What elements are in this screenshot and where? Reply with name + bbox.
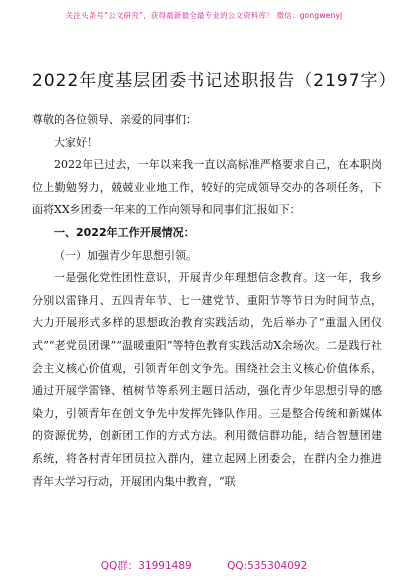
intro-paragraph: 2022年已过去，一年以来我一直以高标准严格要求自己，在本职岗位上勤勉努力，兢兢业业地工作，较好的完成领导交办的各项任务，下面将XX乡团委一年来的工作向领导和同事们汇报如下： xyxy=(32,158,382,217)
salutation: 尊敬的各位领导、亲爱的同事们： xyxy=(32,113,197,126)
qq-label: QQ:535304092 xyxy=(227,560,308,572)
document-title: 2022年度基层团委书记述职报告（2197字） xyxy=(32,71,397,92)
footer xyxy=(0,558,408,573)
greeting: 大家好！ xyxy=(54,135,98,149)
qq-group-label: QQ群：31991489 xyxy=(100,560,192,572)
header-banner: 关注头条号“公文研究”，获得最新最全最专业的公文资料库！ 微信：gongwenyj xyxy=(65,11,343,20)
section-heading: 一、2022年工作开展情况： xyxy=(54,225,195,239)
subsection-heading: （一）加强青少年思想引领。 xyxy=(54,248,197,262)
document-body xyxy=(32,109,382,493)
body-paragraph: 一是强化党性团性意识，开展青少年理想信念教育。这一年，我乡分别以雷锋月、五四青年节、七一建党节、重阳节等节日为时间节点，大力开展形式多样的思想政治教育实践活动，先后举办了“重温入团仪式”“老党员团课”“温暖重阳”等特色教育实践活动X余场次。二是践行社会主义核心价值观，引领青年创文争先。围绕社会主义核心价值体系，通过开展学雷锋、植树节等系列主题日活动，强化青少年思想引导的感染力，引领青年在创文争先中发挥先锋队作用。三是整合传统和新媒体的资源优势，创新团工作的方式方法。利用微信群功能，结合智慧团建系统，将各村青年团员拉入群内，建立起网上团委会，在群内全力推进青年大学习行动，开展团内集中教育，“联 xyxy=(32,271,382,488)
